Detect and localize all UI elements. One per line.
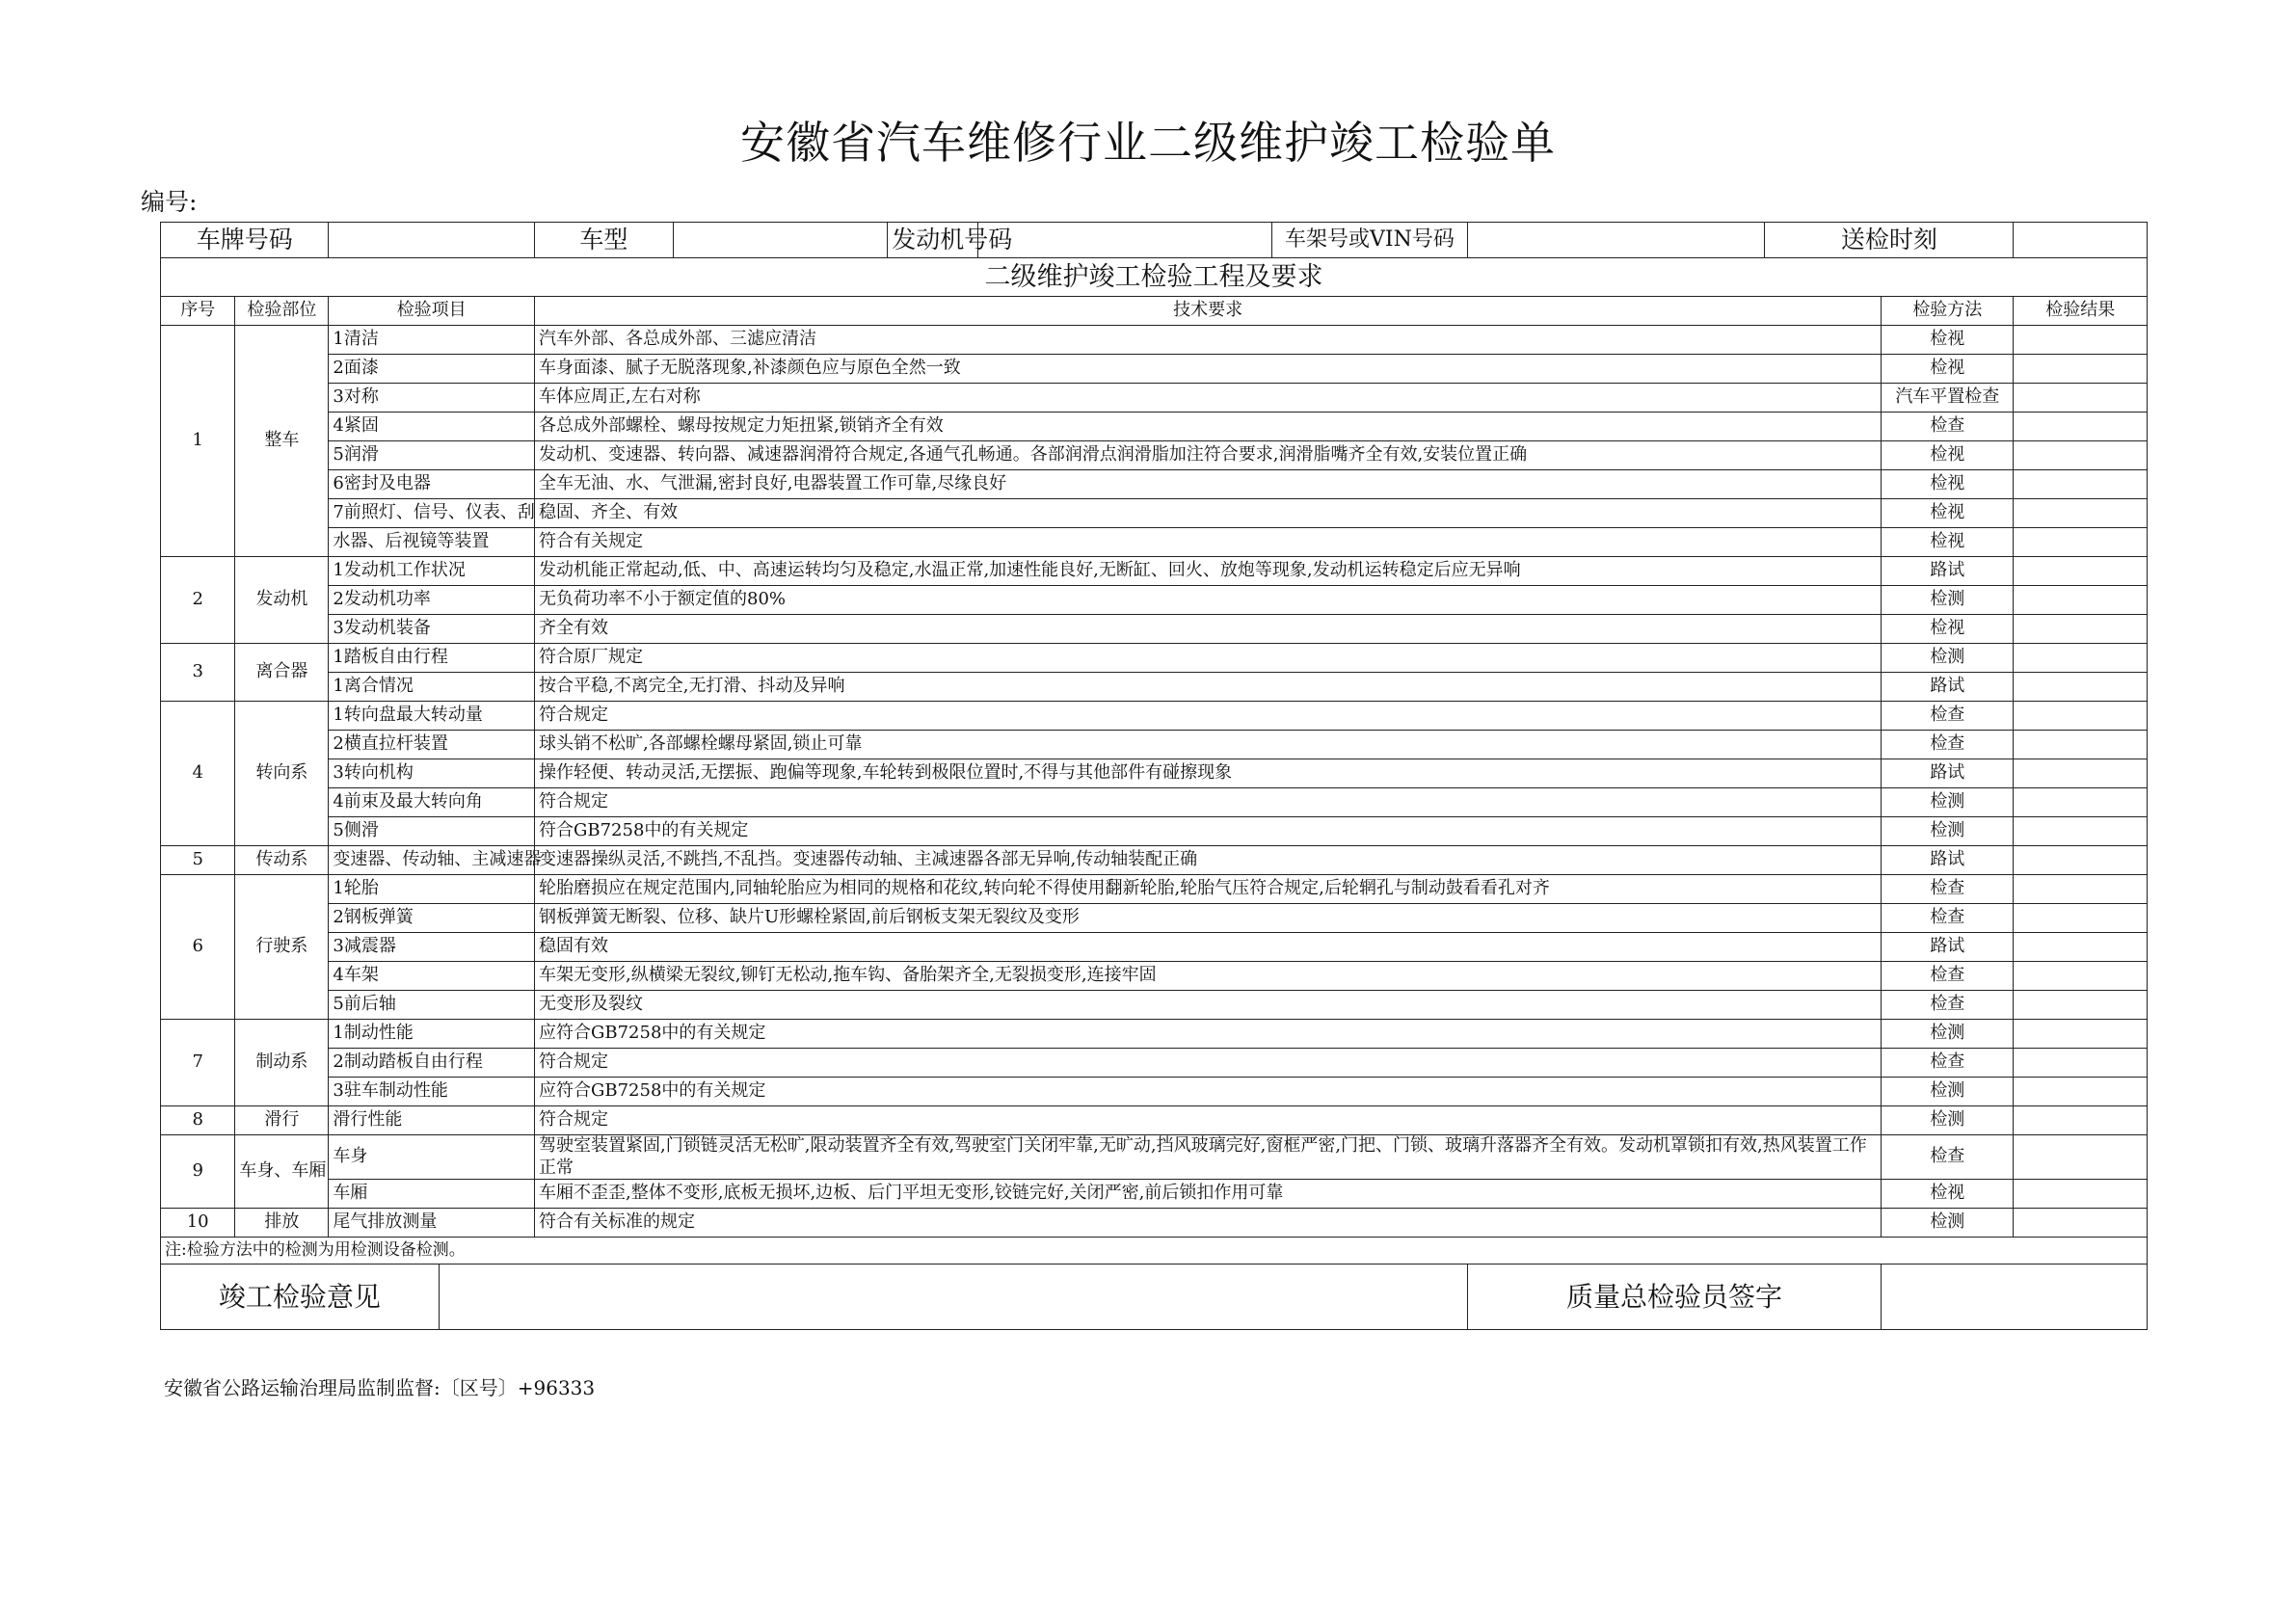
- row-requirement: 符合有关标准的规定: [535, 1209, 1882, 1238]
- row-result-field[interactable]: [2014, 470, 2148, 499]
- table-row: [161, 413, 2148, 441]
- row-requirement: 变速器操纵灵活,不跳挡,不乱挡。变速器传动轴、主减速器各部无异响,传动轴装配正确: [535, 846, 1882, 875]
- row-requirement: 符合原厂规定: [535, 644, 1882, 673]
- table-row: [161, 557, 2148, 586]
- row-part: 车身、车厢: [235, 1135, 329, 1209]
- row-method: 检视: [1882, 326, 2014, 355]
- table-row: [161, 586, 2148, 615]
- table-row: [161, 470, 2148, 499]
- vin-label: 车架号或VIN号码: [1272, 223, 1468, 258]
- row-result-field[interactable]: [2014, 499, 2148, 528]
- row-requirement: 稳固、齐全、有效: [535, 499, 1882, 528]
- row-method: 检测: [1882, 1106, 2014, 1135]
- table-row: [161, 355, 2148, 384]
- row-part: 整车: [235, 326, 329, 557]
- row-item: 3发动机装备: [329, 615, 535, 644]
- row-method: 检查: [1882, 904, 2014, 933]
- row-requirement: 符合规定: [535, 1106, 1882, 1135]
- row-item: 3对称: [329, 384, 535, 413]
- row-result-field[interactable]: [2014, 1020, 2148, 1049]
- row-seq: 2: [161, 557, 235, 644]
- section-title-row: [161, 258, 2148, 297]
- table-row: [161, 499, 2148, 528]
- row-item: 1转向盘最大转动量: [329, 702, 535, 731]
- row-result-field[interactable]: [2014, 673, 2148, 702]
- row-item: 1离合情况: [329, 673, 535, 702]
- vin-value-field[interactable]: [1467, 223, 1764, 258]
- row-item: 变速器、传动轴、主减速器: [329, 846, 535, 875]
- row-result-field[interactable]: [2014, 413, 2148, 441]
- completion-opinion-field[interactable]: [439, 1265, 1467, 1330]
- row-requirement: 按合平稳,不离完全,无打滑、抖动及异响: [535, 673, 1882, 702]
- col-seq: 序号: [161, 297, 235, 326]
- row-result-field[interactable]: [2014, 962, 2148, 991]
- row-item: 水器、后视镜等装置: [329, 528, 535, 557]
- row-method: 路试: [1882, 673, 2014, 702]
- model-label: 车型: [535, 223, 674, 258]
- row-item: 车身: [329, 1135, 535, 1180]
- table-row: [161, 991, 2148, 1020]
- row-part: 离合器: [235, 644, 329, 702]
- row-requirement: 车体应周正,左右对称: [535, 384, 1882, 413]
- row-method: 检查: [1882, 1049, 2014, 1078]
- row-item: 6密封及电器: [329, 470, 535, 499]
- column-header-row: [161, 297, 2148, 326]
- row-method: 检查: [1882, 731, 2014, 759]
- row-result-field[interactable]: [2014, 384, 2148, 413]
- plate-value-field[interactable]: [329, 223, 535, 258]
- completion-opinion-label: 竣工检验意见: [161, 1265, 440, 1330]
- row-part: 发动机: [235, 557, 329, 644]
- row-item: 3转向机构: [329, 759, 535, 788]
- table-row: [161, 1106, 2148, 1135]
- row-item: 2横直拉杆装置: [329, 731, 535, 759]
- time-value-field[interactable]: [2014, 223, 2148, 258]
- row-result-field[interactable]: [2014, 557, 2148, 586]
- table-row: [161, 615, 2148, 644]
- table-row: [161, 702, 2148, 731]
- row-method: 检测: [1882, 1020, 2014, 1049]
- row-requirement: 车身面漆、腻子无脱落现象,补漆颜色应与原色全然一致: [535, 355, 1882, 384]
- signature-row: [161, 1265, 2148, 1330]
- table-row: [161, 1135, 2148, 1180]
- row-part: 滑行: [235, 1106, 329, 1135]
- row-requirement: 全车无油、水、气泄漏,密封良好,电器装置工作可靠,尽缘良好: [535, 470, 1882, 499]
- row-result-field[interactable]: [2014, 904, 2148, 933]
- row-result-field[interactable]: [2014, 731, 2148, 759]
- table-row: [161, 846, 2148, 875]
- row-requirement: 无负荷功率不小于额定值的80%: [535, 586, 1882, 615]
- inspector-sign-label: 质量总检验员签字: [1467, 1265, 1881, 1330]
- row-method: 检测: [1882, 1078, 2014, 1106]
- row-requirement: 稳固有效: [535, 933, 1882, 962]
- serial-number-label: 编号:: [141, 188, 198, 216]
- table-row: [161, 326, 2148, 355]
- row-method: 检视: [1882, 355, 2014, 384]
- row-part: 排放: [235, 1209, 329, 1238]
- row-part: 制动系: [235, 1020, 329, 1106]
- row-requirement: 符合规定: [535, 1049, 1882, 1078]
- table-row: [161, 1078, 2148, 1106]
- note-text: 注:检验方法中的检测为用检测设备检测。: [161, 1238, 2148, 1265]
- row-method: 检测: [1882, 586, 2014, 615]
- row-method: 检视: [1882, 615, 2014, 644]
- row-requirement: 应符合GB7258中的有关规定: [535, 1078, 1882, 1106]
- row-seq: 6: [161, 875, 235, 1020]
- row-method: 检测: [1882, 644, 2014, 673]
- row-requirement: 齐全有效: [535, 615, 1882, 644]
- row-result-field[interactable]: [2014, 441, 2148, 470]
- row-seq: 3: [161, 644, 235, 702]
- section-title: 二级维护竣工检验工程及要求: [161, 258, 2148, 297]
- row-seq: 5: [161, 846, 235, 875]
- page-title: 安徽省汽车维修行业二级维护竣工检验单: [740, 117, 1556, 169]
- row-result-field[interactable]: [2014, 326, 2148, 355]
- row-result-field[interactable]: [2014, 933, 2148, 962]
- row-result-field[interactable]: [2014, 991, 2148, 1020]
- col-req: 技术要求: [535, 297, 1882, 326]
- row-result-field[interactable]: [2014, 1180, 2148, 1209]
- table-row: [161, 1180, 2148, 1209]
- row-method: 检查: [1882, 991, 2014, 1020]
- row-requirement: 车架无变形,纵横梁无裂纹,铆钉无松动,拖车钩、备胎架齐全,无裂损变形,连接牢固: [535, 962, 1882, 991]
- vehicle-info-row: [161, 223, 2148, 258]
- row-item: 2钢板弹簧: [329, 904, 535, 933]
- row-result-field[interactable]: [2014, 1078, 2148, 1106]
- model-value-field[interactable]: [673, 223, 887, 258]
- row-method: 路试: [1882, 846, 2014, 875]
- row-result-field[interactable]: [2014, 615, 2148, 644]
- row-method: 路试: [1882, 933, 2014, 962]
- row-part: 传动系: [235, 846, 329, 875]
- row-requirement: 发动机能正常起动,低、中、高速运转均匀及稳定,水温正常,加速性能良好,无断缸、回火、放炮等现象,发动机运转稳定后应无异响: [535, 557, 1882, 586]
- row-item: 1制动性能: [329, 1020, 535, 1049]
- row-requirement: 各总成外部螺栓、螺母按规定力矩扭紧,锁销齐全有效: [535, 413, 1882, 441]
- row-requirement: 钢板弹簧无断裂、位移、缺片U形螺栓紧固,前后钢板支架无裂纹及变形: [535, 904, 1882, 933]
- row-item: 1发动机工作状况: [329, 557, 535, 586]
- table-row: [161, 933, 2148, 962]
- row-item: 1轮胎: [329, 875, 535, 904]
- row-method: 路试: [1882, 759, 2014, 788]
- row-method: 检测: [1882, 1209, 2014, 1238]
- table-row: [161, 759, 2148, 788]
- inspector-sign-field[interactable]: [1882, 1265, 2148, 1330]
- row-result-field[interactable]: [2014, 788, 2148, 817]
- table-row: [161, 962, 2148, 991]
- engine-value-field[interactable]: [977, 223, 1271, 258]
- row-method: 检视: [1882, 441, 2014, 470]
- row-item: 7前照灯、信号、仪表、刮: [329, 499, 535, 528]
- time-label: 送检时刻: [1765, 223, 2014, 258]
- row-result-field[interactable]: [2014, 702, 2148, 731]
- row-seq: 1: [161, 326, 235, 557]
- col-result: 检验结果: [2014, 297, 2148, 326]
- inspection-table: [160, 222, 2148, 1330]
- row-method: 检视: [1882, 528, 2014, 557]
- row-method: 路试: [1882, 557, 2014, 586]
- row-seq: 8: [161, 1106, 235, 1135]
- row-item: 2发动机功率: [329, 586, 535, 615]
- table-row: [161, 1020, 2148, 1049]
- table-row: [161, 817, 2148, 846]
- row-method: 检视: [1882, 1180, 2014, 1209]
- table-row: [161, 875, 2148, 904]
- table-row: [161, 441, 2148, 470]
- row-item: 5前后轴: [329, 991, 535, 1020]
- row-requirement: 符合GB7258中的有关规定: [535, 817, 1882, 846]
- row-result-field[interactable]: [2014, 644, 2148, 673]
- row-method: 检查: [1882, 962, 2014, 991]
- table-row: [161, 673, 2148, 702]
- row-result-field[interactable]: [2014, 1106, 2148, 1135]
- row-item: 尾气排放测量: [329, 1209, 535, 1238]
- row-item: 3减震器: [329, 933, 535, 962]
- row-requirement: 符合规定: [535, 788, 1882, 817]
- engine-label: 发动机号码: [888, 223, 978, 258]
- table-row: [161, 528, 2148, 557]
- row-method: 汽车平置检查: [1882, 384, 2014, 413]
- col-method: 检验方法: [1882, 297, 2014, 326]
- row-result-field[interactable]: [2014, 355, 2148, 384]
- row-result-field[interactable]: [2014, 846, 2148, 875]
- row-seq: 9: [161, 1135, 235, 1209]
- row-method: 检测: [1882, 817, 2014, 846]
- row-item: 1清洁: [329, 326, 535, 355]
- col-part: 检验部位: [235, 297, 329, 326]
- row-part: 行驶系: [235, 875, 329, 1020]
- row-requirement: 操作轻便、转动灵活,无摆振、跑偏等现象,车轮转到极限位置时,不得与其他部件有碰擦现象: [535, 759, 1882, 788]
- row-item: 4紧固: [329, 413, 535, 441]
- row-part: 转向系: [235, 702, 329, 846]
- footer-text: 安徽省公路运输治理局监制监督:〔区号〕+96333: [164, 1376, 596, 1399]
- row-requirement: 球头销不松旷,各部螺栓螺母紧固,锁止可靠: [535, 731, 1882, 759]
- row-result-field[interactable]: [2014, 1135, 2148, 1180]
- row-requirement: 车厢不歪歪,整体不变形,底板无损坏,边板、后门平坦无变形,铰链完好,关闭严密,前后锁扣作用可靠: [535, 1180, 1882, 1209]
- row-seq: 10: [161, 1209, 235, 1238]
- row-item: 3驻车制动性能: [329, 1078, 535, 1106]
- row-requirement: 应符合GB7258中的有关规定: [535, 1020, 1882, 1049]
- row-item: 4前束及最大转向角: [329, 788, 535, 817]
- row-method: 检查: [1882, 702, 2014, 731]
- row-result-field[interactable]: [2014, 528, 2148, 557]
- table-row: [161, 788, 2148, 817]
- row-method: 检视: [1882, 470, 2014, 499]
- col-item: 检验项目: [329, 297, 535, 326]
- row-requirement: 无变形及裂纹: [535, 991, 1882, 1020]
- row-result-field[interactable]: [2014, 875, 2148, 904]
- row-method: 检查: [1882, 875, 2014, 904]
- row-requirement: 符合有关规定: [535, 528, 1882, 557]
- table-row: [161, 1209, 2148, 1238]
- row-result-field[interactable]: [2014, 586, 2148, 615]
- row-item: 4车架: [329, 962, 535, 991]
- row-method: 检查: [1882, 1135, 2014, 1180]
- row-item: 滑行性能: [329, 1106, 535, 1135]
- table-row: [161, 904, 2148, 933]
- row-result-field[interactable]: [2014, 817, 2148, 846]
- table-row: [161, 1049, 2148, 1078]
- plate-label: 车牌号码: [161, 223, 329, 258]
- row-method: 检查: [1882, 413, 2014, 441]
- note-row: [161, 1238, 2148, 1265]
- row-result-field[interactable]: [2014, 759, 2148, 788]
- table-row: [161, 384, 2148, 413]
- row-item: 2面漆: [329, 355, 535, 384]
- row-method: 检测: [1882, 788, 2014, 817]
- row-seq: 4: [161, 702, 235, 846]
- row-item: 5润滑: [329, 441, 535, 470]
- row-item: 2制动踏板自由行程: [329, 1049, 535, 1078]
- row-item: 车厢: [329, 1180, 535, 1209]
- row-item: 1踏板自由行程: [329, 644, 535, 673]
- row-requirement: 驾驶室装置紧固,门锁链灵活无松旷,限动装置齐全有效,驾驶室门关闭牢靠,无旷动,挡风玻璃完好,窗框严密,门把、门锁、玻璃升落器齐全有效。发动机罩锁扣有效,热风装置工作正常: [535, 1135, 1882, 1180]
- row-requirement: 发动机、变速器、转向器、减速器润滑符合规定,各通气孔畅通。各部润滑点润滑脂加注符合要求,润滑脂嘴齐全有效,安装位置正确: [535, 441, 1882, 470]
- row-seq: 7: [161, 1020, 235, 1106]
- row-requirement: 汽车外部、各总成外部、三滤应清洁: [535, 326, 1882, 355]
- row-item: 5侧滑: [329, 817, 535, 846]
- row-method: 检视: [1882, 499, 2014, 528]
- table-row: [161, 731, 2148, 759]
- row-requirement: 轮胎磨损应在规定范围内,同轴轮胎应为相同的规格和花纹,转向轮不得使用翻新轮胎,轮胎气压符合规定,后轮辋孔与制动鼓看看孔对齐: [535, 875, 1882, 904]
- row-result-field[interactable]: [2014, 1049, 2148, 1078]
- table-row: [161, 644, 2148, 673]
- row-result-field[interactable]: [2014, 1209, 2148, 1238]
- row-requirement: 符合规定: [535, 702, 1882, 731]
